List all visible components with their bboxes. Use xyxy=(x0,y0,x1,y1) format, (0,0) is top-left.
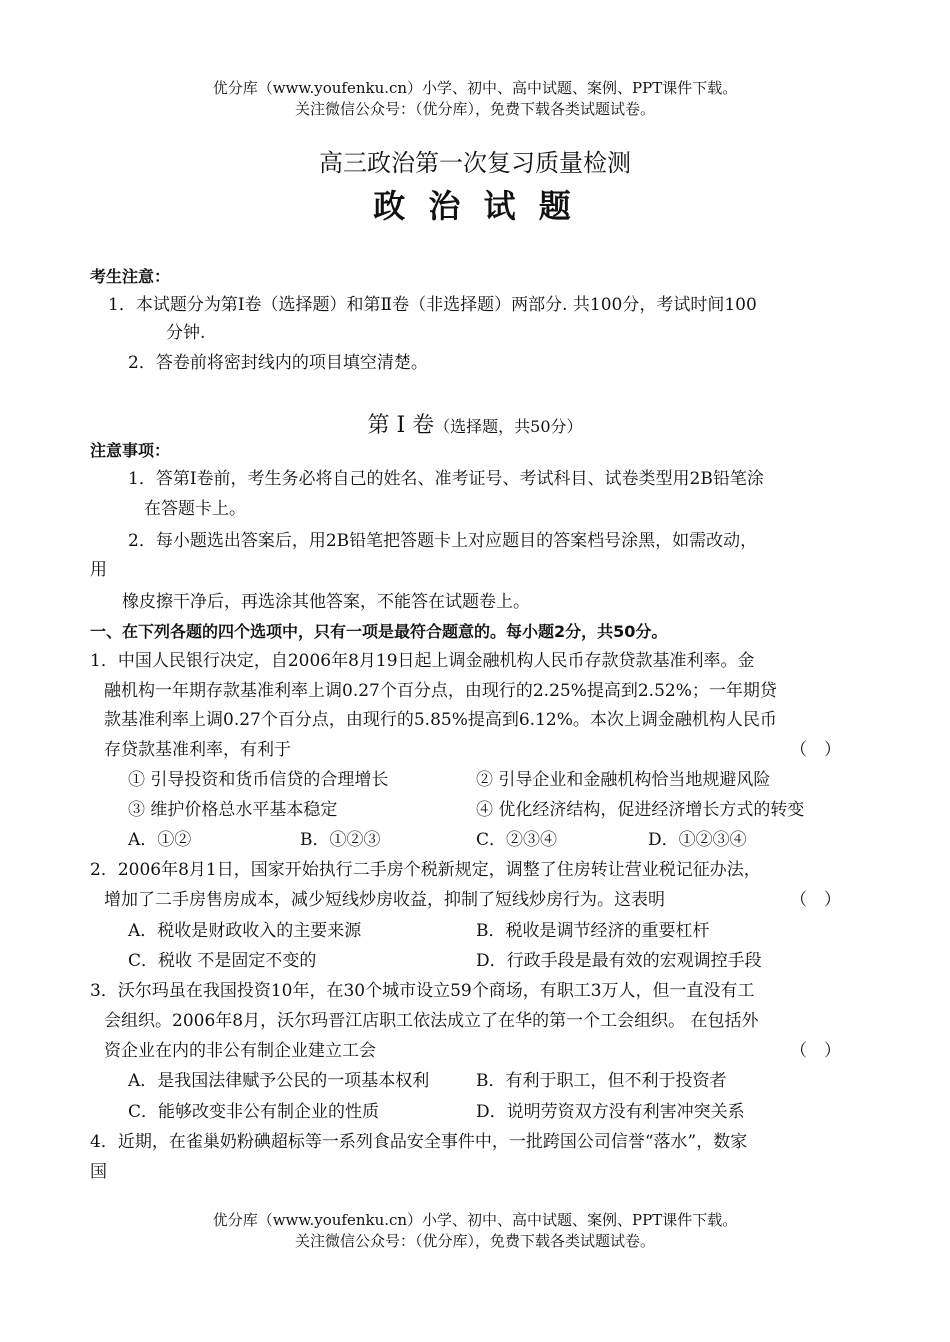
q2-line-2: 增加了二手房售房成本，减少短线炒房收益，抑制了短线炒房行为。这表明 xyxy=(104,890,665,910)
q3-option-c: C．能够改变非公有制企业的性质 xyxy=(128,1102,380,1122)
q2-option-b: B．税收是调节经济的重要杠杆 xyxy=(476,921,710,941)
section-title-sub: （选择题，共50分） xyxy=(434,417,583,436)
q1-statement-3: ③ 维护价格总水平基本稳定 xyxy=(128,800,338,820)
q1-statement-2: ② 引导企业和金融机构恰当地规避风险 xyxy=(476,770,771,790)
footer-line-2: 关注微信公众号：（优分库），免费下载各类试题试卷。 xyxy=(294,1232,655,1250)
q1-option-d: D．①②③④ xyxy=(648,830,747,850)
q3-line-2: 会组织。2006年8月，沃尔玛晋江店职工依法成立了在华的第一个工会组织。 在包括外 xyxy=(104,1011,759,1031)
note-2-cont: 用 xyxy=(90,560,107,580)
note-1-cont: 在答题卡上。 xyxy=(144,499,246,519)
exam-subtitle: 政 治 试 题 xyxy=(373,187,577,225)
q1-line-4: 存贷款基准利率，有利于 xyxy=(104,740,291,760)
q1-option-c: C．②③④ xyxy=(476,830,558,850)
q3-line-1: 3．沃尔玛虽在我国投资10年，在30个城市设立59个商场，有职工3万人，但一直没有工 xyxy=(90,981,755,1001)
q3-option-a: A．是我国法律赋予公民的一项基本权利 xyxy=(128,1071,430,1091)
note-2: 2．每小题选出答案后，用2B铅笔把答题卡上对应题目的答案档号涂黑，如需改动， xyxy=(128,531,758,551)
q1-option-a: A．①② xyxy=(128,830,192,850)
q1-answer-paren: （ ） xyxy=(790,740,841,760)
q1-option-b: B．①②③ xyxy=(300,830,381,850)
note-1: 1．答第Ⅰ卷前，考生务必将自己的姓名、准考证号、考试科目、试卷类型用2B铅笔涂 xyxy=(128,469,764,489)
notice-heading: 考生注意： xyxy=(90,267,171,286)
q2-line-1: 2．2006年8月1日，国家开始执行二手房个税新规定，调整了住房转让营业税记征办法， xyxy=(90,860,761,880)
notes-heading: 注意事项： xyxy=(90,441,171,460)
header-line-2: 关注微信公众号：（优分库），免费下载各类试题试卷。 xyxy=(294,100,655,118)
notice-item-1-cont: 分钟. xyxy=(166,323,206,343)
q3-line-3: 资企业在内的非公有制企业建立工会 xyxy=(104,1041,376,1061)
q3-option-b: B．有利于职工，但不利于投资者 xyxy=(476,1071,727,1091)
q4-line-1: 4．近期，在雀巢奶粉碘超标等一系列食品安全事件中，一批跨国公司信誉“落水”，数家 xyxy=(90,1132,748,1152)
q1-line-1: 1．中国人民银行决定，自2006年8月19日起上调金融机构人民币存款贷款基准利率。金 xyxy=(90,651,755,671)
notice-item-2: 2．答卷前将密封线内的项目填空清楚。 xyxy=(128,353,428,373)
footer-line-1: 优分库（www.youfenku.cn）小学、初中、高中试题、案例、PPT课件下载。 xyxy=(212,1211,738,1229)
part-heading: 一、在下列各题的四个选项中，只有一项是最符合题意的。每小题2分，共50分。 xyxy=(90,622,668,641)
exam-title: 高三政治第一次复习质量检测 xyxy=(319,149,631,177)
q3-answer-paren: （ ） xyxy=(790,1041,841,1061)
q2-answer-paren: （ ） xyxy=(790,890,841,910)
header-line-1: 优分库（www.youfenku.cn）小学、初中、高中试题、案例、PPT课件下载。 xyxy=(212,79,738,97)
q2-option-c: C．税收 不是固定不变的 xyxy=(128,951,317,971)
section-title xyxy=(0,408,950,439)
note-2-cont-2: 橡皮擦干净后，再选涂其他答案，不能答在试题卷上。 xyxy=(122,592,530,612)
notice-item-1: 1．本试题分为第Ⅰ卷（选择题）和第Ⅱ卷（非选择题）两部分. 共100分，考试时间100 xyxy=(108,295,757,315)
q3-option-d: D．说明劳资双方没有利害冲突关系 xyxy=(476,1102,745,1122)
section-title-main: 第 Ⅰ 卷 xyxy=(367,413,435,438)
q1-line-3: 款基准利率上调0.27个百分点，由现行的5.85%提高到6.12%。本次上调金融机构人民币 xyxy=(104,710,777,730)
q1-statement-4: ④ 优化经济结构，促进经济增长方式的转变 xyxy=(476,800,805,820)
q4-line-2: 国 xyxy=(90,1162,107,1182)
q2-option-d: D．行政手段是最有效的宏观调控手段 xyxy=(476,951,762,971)
q1-line-2: 融机构一年期存款基准利率上调0.27个百分点，由现行的2.25%提高到2.52%；一年期贷 xyxy=(104,681,777,701)
q2-option-a: A．税收是财政收入的主要来源 xyxy=(128,921,362,941)
q1-statement-1: ① 引导投资和货币信贷的合理增长 xyxy=(128,770,389,790)
